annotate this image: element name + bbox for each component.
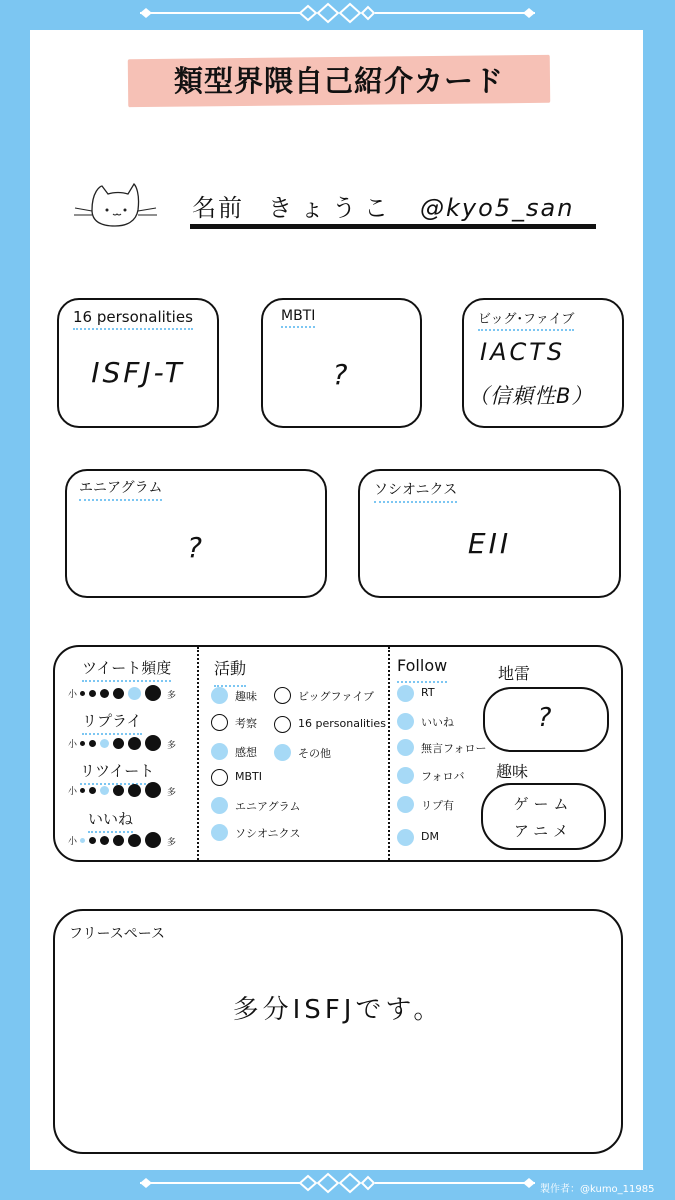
tweet-scale-dot[interactable] bbox=[80, 691, 85, 696]
free-space-value: 多分ISFJです。 bbox=[232, 995, 444, 1025]
tweet-scale-dot[interactable] bbox=[113, 688, 124, 699]
activity-title: 活動 bbox=[214, 656, 246, 679]
credit-text: 製作者：@kumo_11985 bbox=[540, 1184, 655, 1195]
activity-checkbox-2[interactable] bbox=[211, 714, 228, 731]
reply-scale-dot[interactable] bbox=[89, 740, 96, 747]
follow-checkbox-0[interactable] bbox=[397, 685, 414, 702]
tweet-scale-dot[interactable] bbox=[100, 689, 109, 698]
retweet-scale-dot[interactable] bbox=[113, 785, 124, 796]
mbti-value: ? bbox=[332, 358, 351, 391]
reply-scale-dot[interactable] bbox=[145, 735, 161, 751]
bigfive-label: ビッグ･ファイブ bbox=[478, 308, 574, 327]
panel-divider-2 bbox=[388, 647, 390, 860]
jirai-title: 地雷 bbox=[498, 661, 530, 684]
tweet-scale-dot[interactable] bbox=[145, 685, 161, 701]
retweet-scale-dot[interactable] bbox=[145, 782, 161, 798]
top-ornament bbox=[0, 0, 675, 30]
retweet-scale-dot[interactable] bbox=[89, 787, 96, 794]
hobby-title: 趣味 bbox=[496, 759, 528, 782]
jirai-value: ? bbox=[537, 703, 555, 733]
enneagram-card bbox=[65, 469, 327, 598]
free-space-box bbox=[53, 909, 623, 1154]
activity-item-label: エニアグラム bbox=[235, 800, 301, 813]
like-freq-label: いいね bbox=[88, 808, 133, 829]
follow-item-label: リプ有 bbox=[421, 799, 454, 812]
tweet-scale-low: 小 bbox=[68, 690, 78, 700]
activity-item-label: MBTI bbox=[235, 770, 263, 783]
reply-scale-dot[interactable] bbox=[100, 739, 109, 748]
follow-item-label: いいね bbox=[421, 716, 454, 729]
like-scale-dot[interactable] bbox=[100, 836, 109, 845]
like-scale-low: 小 bbox=[68, 837, 78, 847]
tweet-scale-dot[interactable] bbox=[128, 687, 141, 700]
activity-item-label: ビッグファイブ bbox=[298, 690, 375, 703]
enneagram-label: エニアグラム bbox=[79, 477, 162, 497]
panel-divider-1 bbox=[197, 647, 199, 860]
follow-checkbox-4[interactable] bbox=[397, 796, 414, 813]
retweet-scale-high: 多 bbox=[167, 788, 177, 798]
sixteen-card bbox=[57, 298, 219, 428]
reply-scale-low: 小 bbox=[68, 740, 78, 750]
name-underline bbox=[190, 224, 596, 229]
tweet-freq-label: ツイート頻度 bbox=[82, 657, 171, 678]
activity-item-label: ソシオニクス bbox=[235, 827, 301, 840]
sixteen-label: 16 personalities bbox=[73, 308, 193, 326]
like-scale-dot[interactable] bbox=[80, 838, 85, 843]
follow-item-label: 無言フォロー bbox=[421, 742, 487, 755]
hobby-line1: ゲーム bbox=[513, 795, 574, 813]
hobby-line2: アニメ bbox=[513, 822, 574, 840]
follow-checkbox-2[interactable] bbox=[397, 739, 414, 756]
bigfive-card bbox=[462, 298, 624, 428]
activity-checkbox-5[interactable] bbox=[274, 744, 291, 761]
reply-freq-label: リプライ bbox=[82, 710, 142, 731]
mbti-card bbox=[261, 298, 422, 428]
handle-value: @kyo5_san bbox=[420, 194, 575, 222]
follow-item-label: DM bbox=[421, 830, 439, 843]
activity-checkbox-8[interactable] bbox=[211, 824, 228, 841]
socionics-value: EII bbox=[467, 527, 512, 560]
activity-checkbox-1[interactable] bbox=[274, 687, 291, 704]
retweet-scale-low: 小 bbox=[68, 787, 78, 797]
activity-item-label: 趣味 bbox=[235, 690, 257, 703]
like-scale-dot[interactable] bbox=[145, 832, 161, 848]
like-scale-high: 多 bbox=[167, 838, 177, 848]
name-label: 名前 bbox=[192, 194, 244, 222]
activity-item-label: 16 personalities bbox=[298, 717, 386, 730]
reply-scale-high: 多 bbox=[167, 741, 177, 751]
tweet-scale-high: 多 bbox=[167, 691, 177, 701]
reply-scale-dot[interactable] bbox=[80, 741, 85, 746]
activity-item-label: その他 bbox=[298, 747, 331, 760]
mbti-label: MBTI bbox=[281, 308, 315, 324]
activity-checkbox-6[interactable] bbox=[211, 769, 228, 786]
socionics-label: ソシオニクス bbox=[374, 479, 457, 499]
activity-checkbox-3[interactable] bbox=[274, 716, 291, 733]
sixteen-value: ISFJ-T bbox=[91, 356, 185, 389]
free-space-label: フリースペース bbox=[69, 926, 166, 942]
retweet-scale-dot[interactable] bbox=[80, 788, 85, 793]
follow-checkbox-1[interactable] bbox=[397, 713, 414, 730]
reply-scale-dot[interactable] bbox=[128, 737, 141, 750]
like-scale-dot[interactable] bbox=[113, 835, 124, 846]
follow-item-label: RT bbox=[421, 686, 435, 699]
cat-icon bbox=[70, 178, 160, 233]
like-scale-dot[interactable] bbox=[128, 834, 141, 847]
name-value: きょうこ bbox=[268, 194, 396, 222]
socionics-card bbox=[358, 469, 621, 598]
page-title: 類型界隈自己紹介カード bbox=[173, 64, 504, 98]
retweet-freq-label: リツイート bbox=[80, 760, 154, 781]
activity-checkbox-0[interactable] bbox=[211, 687, 228, 704]
activity-item-label: 考察 bbox=[235, 717, 257, 730]
activity-item-label: 感想 bbox=[235, 746, 257, 759]
follow-item-label: フォロバ bbox=[421, 770, 465, 783]
bigfive-line1: IACTS bbox=[480, 338, 566, 366]
tweet-scale-dot[interactable] bbox=[89, 690, 96, 697]
follow-title: Follow bbox=[397, 656, 447, 675]
retweet-scale-dot[interactable] bbox=[128, 784, 141, 797]
jirai-box bbox=[483, 687, 609, 752]
name-row bbox=[192, 188, 574, 223]
bigfive-line2: （信頼性B） bbox=[468, 384, 594, 408]
retweet-scale-dot[interactable] bbox=[100, 786, 109, 795]
like-scale-dot[interactable] bbox=[89, 837, 96, 844]
hobby-box bbox=[481, 783, 606, 850]
follow-checkbox-3[interactable] bbox=[397, 767, 414, 784]
activity-checkbox-7[interactable] bbox=[211, 797, 228, 814]
enneagram-value: ? bbox=[187, 531, 205, 564]
reply-scale-dot[interactable] bbox=[113, 738, 124, 749]
activity-checkbox-4[interactable] bbox=[211, 743, 228, 760]
follow-checkbox-5[interactable] bbox=[397, 829, 414, 846]
